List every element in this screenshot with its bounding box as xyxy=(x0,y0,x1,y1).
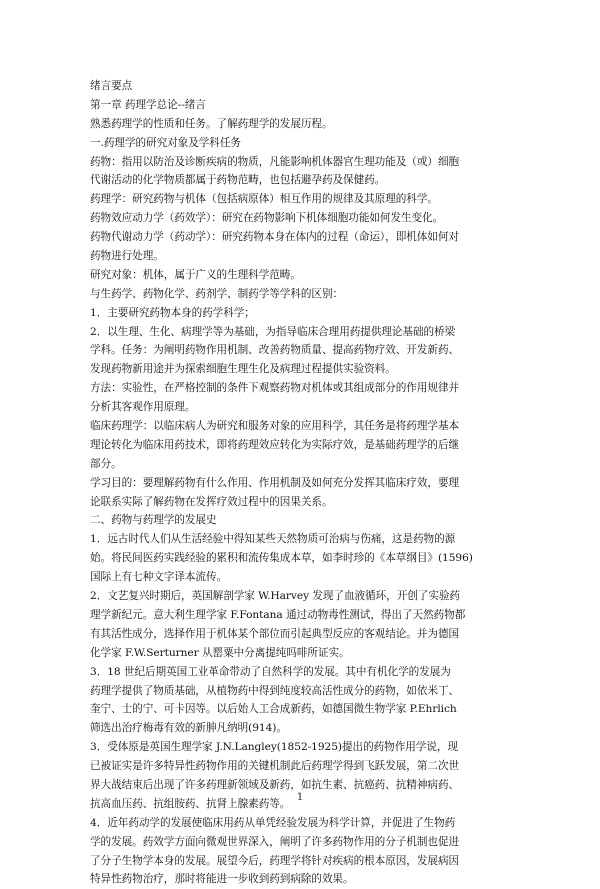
text-line: 研究对象：机体，属于广义的生理科学范畴。 xyxy=(90,268,301,281)
text-line: 化学家 F.W.Serturner 从罂粟中分离提纯吗啡所证实。 xyxy=(90,646,350,659)
text-line: 特异性药物治疗，那时将能进一步收到药到病除的效果。 xyxy=(90,873,354,886)
text-line: 了分子生物学本身的发展。展望今后，药理学将针对疾病的根本原因，发展病因 xyxy=(90,854,460,867)
text-line: 2．文艺复兴时期后，英国解剖学家 W.Harvey 发现了血液循环，开创了实验药 xyxy=(90,590,460,603)
text-line: 分析其客观作用原理。 xyxy=(90,401,196,414)
text-line: 筛选出治疗梅毒有效的新胂凡纳明(914)。 xyxy=(90,722,287,735)
text-line: 论联系实际了解药物在发挥疗效过程中的因果关系。 xyxy=(90,495,333,508)
text-line: 药理学提供了物质基础，从植物药中得到纯度较高活性成分的药物，如依米丁、 xyxy=(90,684,460,697)
text-line: 药物进行处理。 xyxy=(90,250,164,263)
text-line: 发现药物新用途并为探索细胞生理生化及病理过程提供实验资料。 xyxy=(90,363,396,376)
text-line: 理论转化为临床用药技术，即将药理效应转化为实际疗效，是基础药理学的后继 xyxy=(90,438,460,451)
text-line: 3．受体原是英国生理学家 J.N.Langley(1852-1925)提出的药物作用学说，现 xyxy=(90,741,458,754)
text-line: 部分。 xyxy=(90,457,122,470)
text-line: 代谢活动的化学物质都属于药物范畴，也包括避孕药及保健药。 xyxy=(90,174,386,187)
text-line: 方法：实验性，在严格控制的条件下观察药物对机体或其组成部分的作用规律并 xyxy=(90,382,460,395)
text-line: 学的发展。药效学方面向微观世界深入，阐明了许多药物作用的分子机制也促进 xyxy=(90,835,460,848)
text-line: 2．以生理、生化、病理学等为基础，为指导临床合理用药提供理论基础的桥梁 xyxy=(90,325,456,338)
text-line: 有其活性成分，选择作用于机体某个部位而引起典型反应的客观结论。并为德国 xyxy=(90,627,460,640)
document-page xyxy=(90,77,520,889)
text-line: 抗高血压药、抗组胺药、抗肾上腺素药等。 xyxy=(90,797,291,810)
text-line: 理学新纪元。意大利生理学家 F.Fontana 通过动物毒性测试，得出了天然药物都 xyxy=(90,608,466,621)
text-line: 3．18 世纪后期英国工业革命带动了自然科学的发展。其中有机化学的发展为 xyxy=(90,665,451,678)
text-line: 熟悉药理学的性质和任务。了解药理学的发展历程。 xyxy=(90,117,333,130)
text-line: 临床药理学：以临床病人为研究和服务对象的应用科学，其任务是将药理学基本 xyxy=(90,420,460,433)
text-line: 药物效应动力学（药效学）：研究在药物影响下机体细胞功能如何发生变化。 xyxy=(90,212,444,225)
text-line: 一.药理学的研究对象及学科任务 xyxy=(90,136,241,149)
text-line: 国际上有七种文字译本流传。 xyxy=(90,571,228,584)
text-line: 药理学：研究药物与机体（包括病原体）相互作用的规律及其原理的科学。 xyxy=(90,193,438,206)
text-line: 药物代谢动力学（药动学）：研究药物本身在体内的过程（命运），即机体如何对 xyxy=(90,231,459,244)
text-line: 第一章 药理学总论--绪言 xyxy=(90,98,206,111)
text-line: 绪言要点 xyxy=(90,80,133,92)
text-line: 已被证实是许多特异性药物作用的关键机制此后药理学得到飞跃发展，第二次世 xyxy=(90,760,460,773)
text-line: 学习目的：要理解药物有什么作用、作用机制及如何充分发挥其临床疗效，要理 xyxy=(90,476,460,489)
text-line: 与生药学、药物化学、药剂学、制药学等学科的区别： xyxy=(90,287,344,300)
text-line: 二、药物与药理学的发展史 xyxy=(90,514,217,527)
text-line: 1．主要研究药物本身的药学科学； xyxy=(90,306,255,319)
text-line: 药物：指用以防治及诊断疾病的物质，凡能影响机体器官生理功能及（或）细胞 xyxy=(90,155,460,168)
text-line: 奎宁、士的宁、可卡因等。以后始人工合成新药，如德国微生物学家 P.Ehrlich xyxy=(90,703,457,716)
text-line: 学科。任务：为阐明药物作用机制、改善药物质量、提高药物疗效、开发新药、 xyxy=(90,344,460,357)
page-number: 1 xyxy=(296,792,304,803)
text-line: 始。将民间医药实践经验的累积和流传集成本草，如李时珍的《本草纲目》(1596) xyxy=(90,552,473,565)
text-line: 界大战结束后出现了许多药理新领域及新药，如抗生素、抗癌药、抗精神病药、 xyxy=(90,778,460,791)
text-line: 1．远古时代人们从生活经验中得知某些天然物质可治病与伤痛，这是药物的源 xyxy=(90,533,456,546)
text-line: 4．近年药动学的发展使临床用药从单凭经验发展为科学计算，并促进了生物药 xyxy=(90,816,456,829)
